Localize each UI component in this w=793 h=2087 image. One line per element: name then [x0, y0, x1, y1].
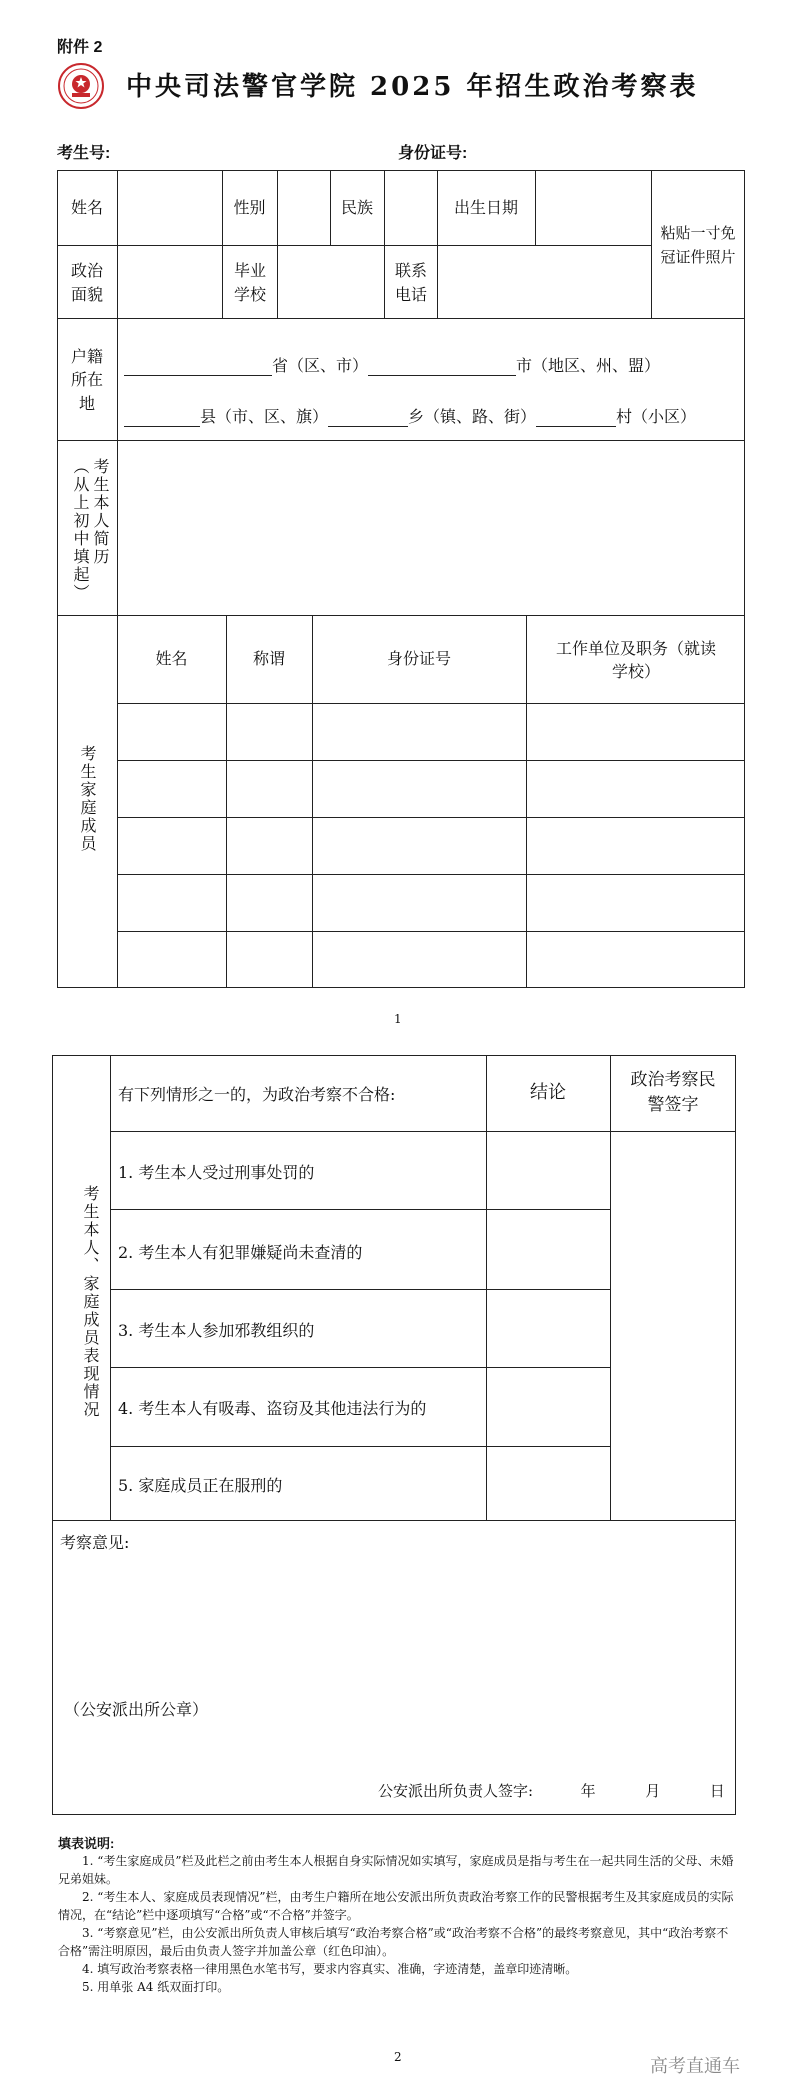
phone-label: 联系电话: [394, 261, 427, 304]
family-row[interactable]: [118, 875, 745, 931]
page-number: 2: [394, 2050, 402, 2064]
village-field[interactable]: [536, 408, 616, 427]
village-label: 村（小区）: [616, 407, 697, 426]
note-item: 4. 填写政治考察表格一律用黑色水笔书写，要求内容真实、准确，字迹清楚，盖章印迹清晰。: [82, 1962, 578, 1976]
province-label: 省（区、市）: [272, 356, 369, 375]
watermark-text: 高考直通车: [650, 2056, 740, 2077]
family-label: 考生家庭成员: [78, 745, 97, 853]
notes-title: 填表说明:: [58, 1836, 115, 1851]
conclusion-field[interactable]: [487, 1132, 610, 1209]
police-sign-field[interactable]: [611, 1132, 736, 1520]
day-label: 日: [709, 1782, 725, 1800]
city-label: 市（地区、州、盟）: [516, 356, 661, 375]
address-line-1: [124, 353, 660, 376]
conclusion-field[interactable]: [487, 1368, 610, 1446]
family-header-id: 身份证号: [386, 649, 451, 669]
criteria-intro: 有下列情形之一的，为政治考察不合格:: [118, 1085, 396, 1104]
county-field[interactable]: [124, 408, 200, 427]
opinion-label: 考察意见:: [60, 1533, 130, 1552]
ethnicity-value-field[interactable]: [385, 171, 437, 245]
criteria-item: 3. 考生本人参加邪教组织的: [118, 1321, 315, 1340]
criteria-item: 1. 考生本人受过刑事处罚的: [118, 1163, 315, 1182]
note-item: 1. “考生家庭成员”栏及此栏之前由考生本人根据自身实际情况如实填写，家庭成员是指与考生在一起共同生活的父母、未婚兄弟姐妹。: [58, 1854, 734, 1886]
photo-box[interactable]: 粘贴一寸免冠证件照片: [660, 224, 736, 266]
opinion-field[interactable]: [53, 1555, 735, 1695]
phone-value-field[interactable]: [438, 246, 651, 318]
attachment-label: 附件 2: [57, 39, 103, 56]
resume-field[interactable]: [118, 441, 745, 615]
household-label: 户籍所在地: [70, 347, 103, 413]
conclusion-field[interactable]: [487, 1290, 610, 1367]
city-field[interactable]: [368, 357, 516, 376]
criteria-item: 2. 考生本人有犯罪嫌疑尚未查清的: [118, 1243, 363, 1262]
criteria-item: 4. 考生本人有吸毒、盗窃及其他违法行为的: [118, 1399, 427, 1418]
family-header-name: 姓名: [155, 649, 188, 669]
birth-date-label: 出生日期: [453, 197, 518, 217]
political-status-label: 政治面貌: [70, 261, 103, 304]
court-emblem-icon: [57, 62, 105, 110]
name-value-field[interactable]: [118, 171, 222, 245]
address-line-2: [124, 404, 696, 427]
graduation-school-value-field[interactable]: [278, 246, 384, 318]
birth-date-value-field[interactable]: [536, 171, 651, 245]
gender-label: 性别: [233, 197, 266, 217]
family-header-relation: 称谓: [252, 649, 285, 669]
police-station-seal-label: （公安派出所公章）: [64, 1700, 209, 1719]
family-row[interactable]: [118, 818, 745, 874]
note-item: 3. “考察意见”栏，由公安派出所负责人审核后填写“政治考察合格”或“政治考察不合格”的最终考察意见，其中“政治考察不合格”需注明原因，最后由负责人签字并加盖公章（红色印油）。: [58, 1926, 729, 1958]
month-label: 月: [645, 1782, 661, 1800]
graduation-school-label: 毕业学校: [233, 261, 266, 304]
criteria-item: 5. 家庭成员正在服刑的: [118, 1476, 283, 1495]
examinee-no-label: 考生号:: [57, 145, 111, 162]
note-item: 5. 用单张 A4 纸双面打印。: [82, 1980, 230, 1994]
note-item: 2. “考生本人、家庭成员表现情况”栏，由考生户籍所在地公安派出所负责政治考察工作的民警根据考生及其家庭成员的实际情况，在“结论”栏中逐项填写“合格”或“不合格”并签字。: [58, 1890, 734, 1922]
conclusion-header: 结论: [530, 1081, 566, 1103]
resume-label: 考生本人简历（从上初中填起）: [71, 458, 110, 602]
province-field[interactable]: [124, 357, 272, 376]
sign-line: [378, 1780, 725, 1801]
ethnicity-label: 民族: [340, 197, 373, 217]
conclusion-field[interactable]: [487, 1210, 610, 1289]
town-label: 乡（镇、路、街）: [408, 407, 537, 426]
town-field[interactable]: [328, 408, 408, 427]
page-number: 1: [394, 1012, 402, 1026]
name-label: 姓名: [70, 197, 103, 217]
family-row[interactable]: [118, 932, 745, 988]
gender-value-field[interactable]: [278, 171, 330, 245]
police-sign-header: 政治考察民警签字: [630, 1070, 716, 1115]
form-title: 中央司法警官学院 2025 年招生政治考察表: [126, 72, 699, 102]
family-row[interactable]: [118, 761, 745, 817]
family-header-work: 工作单位及职务（就读学校）: [556, 638, 717, 681]
family-row[interactable]: [118, 704, 745, 760]
conclusion-field[interactable]: [487, 1447, 610, 1520]
station-head-sign-label: 公安派出所负责人签字:: [378, 1782, 534, 1800]
county-label: 县（市、区、旗）: [200, 407, 329, 426]
notes-list: [58, 1852, 738, 1996]
political-status-value-field[interactable]: [118, 246, 222, 318]
id-no-label: 身份证号:: [398, 145, 468, 162]
performance-side-label: 考生本人、家庭成员表现情况: [81, 1185, 100, 1419]
year-label: 年: [580, 1782, 596, 1800]
